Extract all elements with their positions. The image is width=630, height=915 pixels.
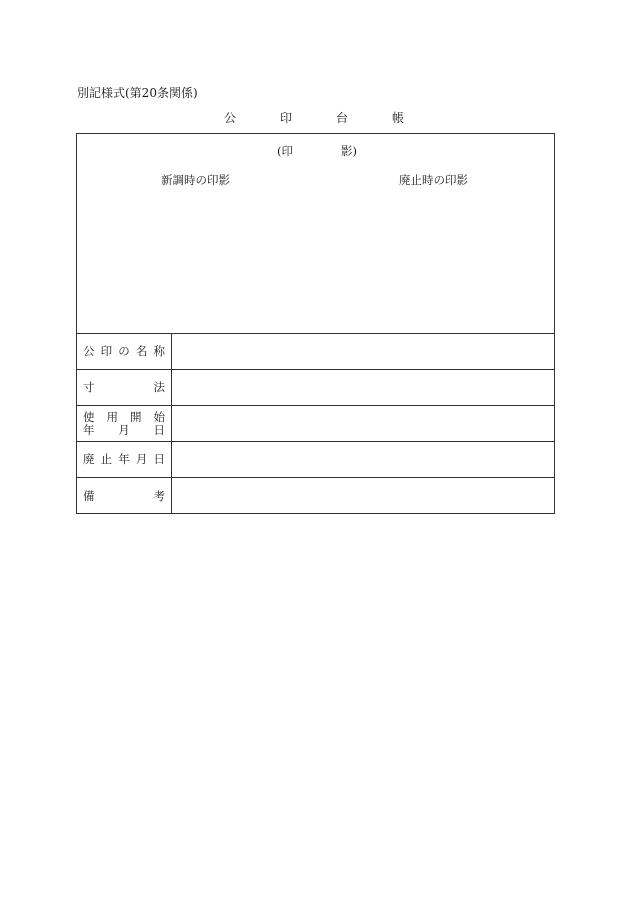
- seal-register-table: [76, 133, 555, 514]
- label-char: 使: [83, 409, 95, 424]
- title-char: 帳: [391, 111, 404, 125]
- label-char: 称: [153, 344, 165, 358]
- old-impression-label: 廃止時の印影: [399, 173, 468, 187]
- row-abolition-date: [77, 442, 554, 478]
- label-char: 印: [100, 344, 113, 358]
- row-label: [77, 334, 172, 369]
- label-char: 日: [153, 452, 165, 466]
- row-dimensions: [77, 370, 554, 406]
- label-char: 廃: [83, 452, 95, 466]
- seal-impression-area[interactable]: [77, 134, 554, 334]
- title-char: 台: [335, 111, 348, 125]
- label-char: 名: [135, 344, 148, 358]
- remarks-field[interactable]: [172, 478, 554, 514]
- title-char: 公: [224, 111, 237, 125]
- dimensions-field[interactable]: [172, 370, 554, 405]
- row-label: [77, 370, 172, 405]
- label-char: 日: [153, 422, 165, 437]
- impression-heading-part: (印: [277, 144, 293, 158]
- abolition-date-field[interactable]: [172, 442, 554, 477]
- document-title: [224, 109, 404, 126]
- label-char: 寸: [83, 380, 95, 394]
- impression-heading: [277, 143, 357, 159]
- row-start-date: [77, 406, 554, 442]
- label-char: 止: [100, 452, 113, 466]
- row-label: [77, 478, 172, 514]
- start-date-field[interactable]: [172, 406, 554, 441]
- label-char: 月: [135, 452, 148, 466]
- row-label: [77, 442, 172, 477]
- label-char: の: [118, 344, 130, 358]
- row-seal-name: [77, 334, 554, 370]
- label-char: 公: [83, 344, 95, 358]
- label-char: 始: [153, 409, 165, 424]
- seal-name-field[interactable]: [172, 334, 554, 369]
- label-char: 備: [83, 488, 95, 503]
- label-char: 考: [153, 488, 165, 503]
- label-char: 用: [106, 409, 118, 424]
- form-style-label: 別記様式(第20条関係): [77, 86, 198, 100]
- title-char: 印: [279, 111, 292, 125]
- impression-heading-part: 影): [341, 144, 357, 158]
- label-char: 開: [130, 409, 142, 424]
- row-label: [77, 406, 172, 441]
- label-char: 年: [118, 452, 130, 466]
- label-char: 法: [153, 380, 165, 394]
- row-remarks: [77, 478, 554, 514]
- label-char: 年: [83, 422, 95, 437]
- label-char: 月: [118, 422, 130, 437]
- new-impression-label: 新調時の印影: [161, 173, 230, 187]
